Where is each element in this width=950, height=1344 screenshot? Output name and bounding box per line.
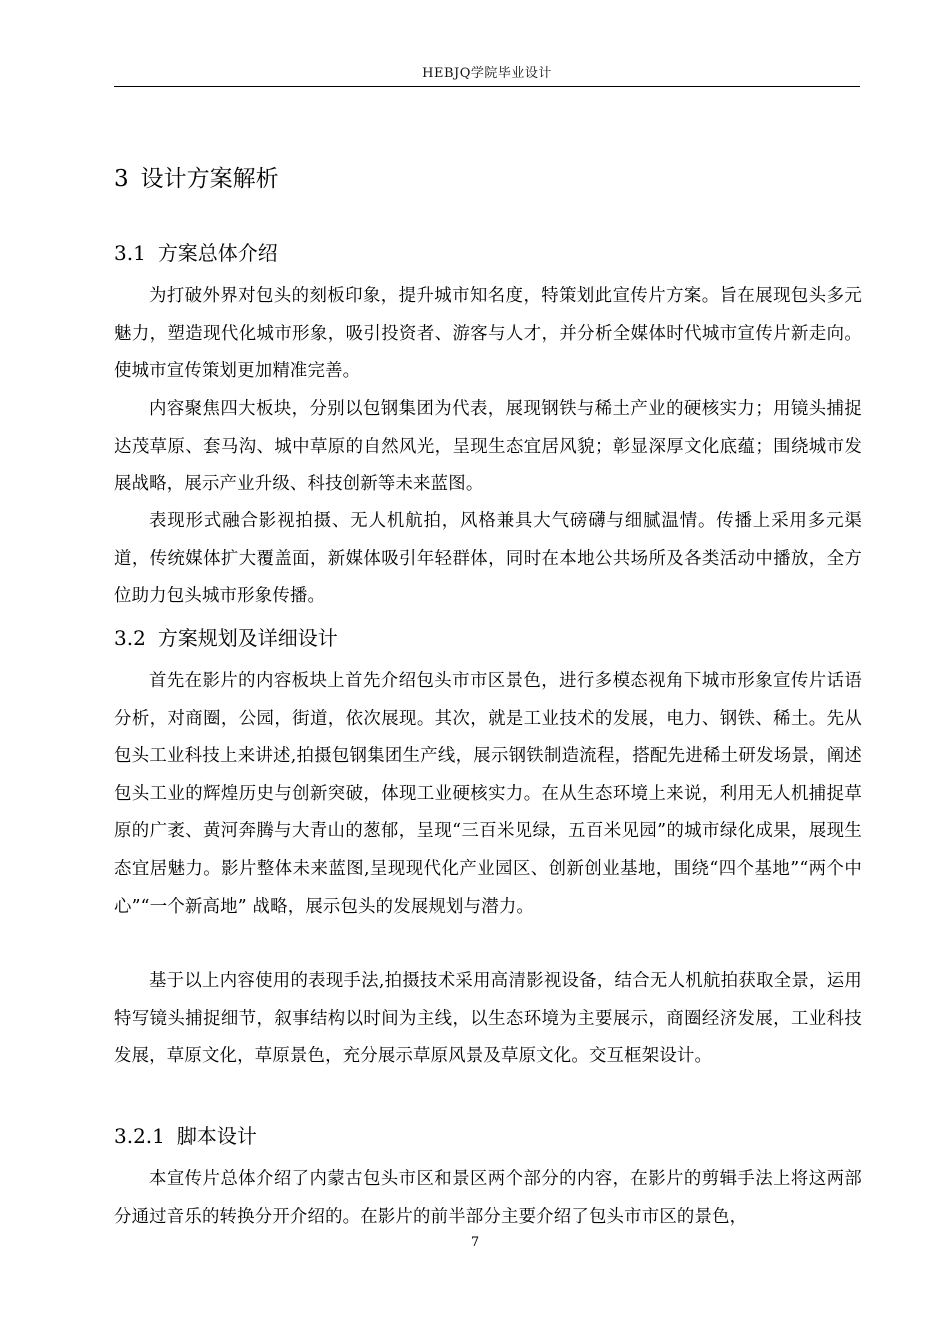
paragraph: 表现形式融合影视拍摄、无人机航拍，风格兼具大气磅礴与细腻温情。传播上采用多元渠道，传统媒体扩大覆盖面，新媒体吸引年轻群体，同时在本地公共场所及各类活动中播放，全方位助力包头城市形象传播。 bbox=[114, 511, 862, 607]
section-number: 3.1 bbox=[114, 241, 146, 265]
paragraph: 内容聚焦四大板块，分别以包钢集团为代表，展现钢铁与稀土产业的硬核实力；用镜头捕捉达茂草原、套马沟、城中草原的自然风光，呈现生态宜居风貌；彰显深厚文化底蕴；围绕城市发展战略，展示产业升级、科技创新等未来蓝图。 bbox=[114, 399, 862, 495]
section-number: 3.2.1 bbox=[114, 1124, 165, 1148]
running-header: HEBJQ学院毕业设计 bbox=[422, 66, 552, 81]
section-heading-3 bbox=[114, 160, 279, 193]
paragraph: 首先在影片的内容板块上首先介绍包头市市区景色，进行多模态视角下城市形象宣传片话语分析，对商圈，公园，街道，依次展现。其次，就是工业技术的发展，电力、钢铁、稀土。先从包头工业科技上来讲述,拍摄包钢集团生产线，展示钢铁制造流程，搭配先进稀土研发场景，阐述包头工业的辉煌历史与创新突破，体现工业硬核实力。在从生态环境上来说，利用无人机捕捉草原的广袤、黄河奔腾与大青山的葱郁，呈现“三百米见绿，五百米见园”的城市绿化成果，展现生态宜居魅力。影片整体未来蓝图,呈现现代化产业园区、创新创业基地，围绕“四个基地”“两个中心”“一个新高地” 战略，展示包头的发展规划与潜力。 bbox=[114, 671, 862, 917]
section-number: 3.2 bbox=[114, 626, 146, 650]
section-title: 设计方案解析 bbox=[140, 166, 279, 192]
section-title: 方案总体介绍 bbox=[157, 241, 278, 265]
section-heading-3-2 bbox=[114, 622, 338, 651]
paragraph: 本宣传片总体介绍了内蒙古包头市区和景区两个部分的内容，在影片的剪辑手法上将这两部分通过音乐的转换分开介绍的。在影片的前半部分主要介绍了包头市市区的景色， bbox=[114, 1169, 862, 1227]
section-title: 方案规划及详细设计 bbox=[157, 626, 338, 650]
section-title: 脚本设计 bbox=[176, 1124, 257, 1148]
section-heading-3-1 bbox=[114, 237, 278, 266]
header-rule bbox=[114, 86, 860, 87]
section-heading-3-2-1 bbox=[114, 1120, 257, 1149]
page-number: 7 bbox=[470, 1235, 480, 1250]
paragraph: 为打破外界对包头的刻板印象，提升城市知名度，特策划此宣传片方案。旨在展现包头多元魅力，塑造现代化城市形象，吸引投资者、游客与人才，并分析全媒体时代城市宣传片新走向。使城市宣传策划更加精准完善。 bbox=[114, 286, 862, 382]
section-number: 3 bbox=[114, 166, 129, 192]
paragraph: 基于以上内容使用的表现手法,拍摄技术采用高清影视设备，结合无人机航拍获取全景，运用特写镜头捕捉细节，叙事结构以时间为主线，以生态环境为主要展示，商圈经济发展，工业科技发展，草原文化，草原景色，充分展示草原风景及草原文化。交互框架设计。 bbox=[114, 971, 862, 1067]
